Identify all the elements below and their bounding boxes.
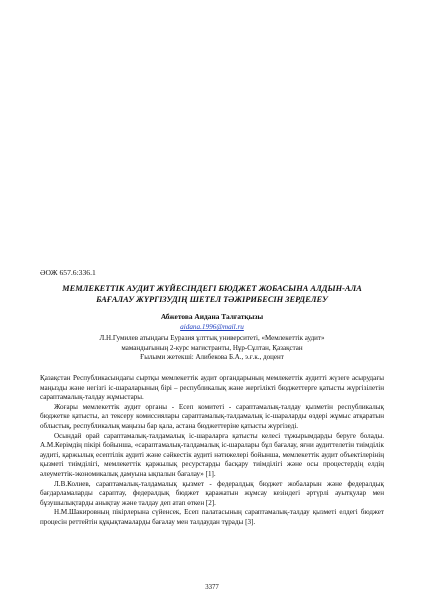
- affiliation-line-1: Л.Н.Гумилев атындағы Еуразия ұлттық университеті, «Мемлекеттік аудит»: [99, 334, 325, 342]
- author-name: Абжетова Аидана Талғатқызы: [160, 312, 264, 321]
- supervisor-line: Ғылыми жетекші: Алибекова Б.А., э.ғ.к., доцент: [140, 353, 284, 362]
- page-number: 3377: [205, 584, 219, 591]
- title-line-2: БАҒАЛАУ ЖҮРГІЗУДІҢ ШЕТЕЛ ТӘЖІРИБЕСІН ЗЕРДЕЛЕУ: [96, 295, 328, 304]
- title-line-1: МЕМЛЕКЕТТІК АУДИТ ЖҮЙЕСІНДЕГІ БЮДЖЕТ ЖОБАСЫНА АЛДЫН-АЛА: [62, 284, 362, 293]
- paragraph-5: Н.М.Шакировның пікірлерына сүйенсек, Есеп палатасының сараптамалық-талдау қызметі елдегі бюджет процесін реттейтін құқықтамаларды бағалау мен талдаудан тұрады [3].: [40, 508, 384, 526]
- paragraph-4: Л.В.Колиев, сараптамалық-талдамалық қызмет - федералдық бюджет жобаларын және федералдық бағдарламаларды сараптау, федералдық бюджет қаражатын жұмсау кезіндегі әртүрлі ауытқулар мен бұзушылықтарды анықтау және талдау деп атап өткен [2].: [40, 479, 384, 507]
- paragraph-2: Жоғары мемлекеттік аудит органы - Есеп комитеті - сараптамалық-талдау қызметін республикалық бюджетке қатысты, ал тексеру комиссиялары сараптамалық-талдамалық іс-шараларды өздері жұмыс атқаратын облыстық, республикалық маңызы бар қала, астана бюджеттеріне қатысты жүргізеді.: [40, 402, 384, 430]
- paragraph-3: Осындай орай сараптамалық-талдамалық іс-шараларға қатысты келесі тұжырымдарды беруге болады. А.М.Керімдің пікірі бойынша, «сараптамалық-талдамалық іс-шаралары бұл бағалау, яғни аудиттелетін тиімділік аудиті, қаржылық есептілік аудиті және сәйкестік аудиті нәтижелері бойынша, мемлекеттік аудит объектілерінің қызметі тиімділігі, мемлекеттік қаржылық ресурстарды басқару тиімділігі және осы процестердің елдің әлеуметтік-экономикалық дамуына ықпалын бағалау» [1].: [40, 431, 384, 478]
- paragraph-1: Қазақстан Республикасындағы сыртқы мемлекеттік аудит органдарының мемлекеттік аудитті жүзеге асырудағы маңызды және негізгі іс-шараларының бірі – республикалық және жергілікті бюджеттерге қатысты жүргізілетін сараптамалық-талдау жұмыстары.: [40, 374, 384, 402]
- author-email-link[interactable]: aidana.1996@mail.ru: [180, 323, 244, 331]
- udc-code: ӘОЖ 657.6:336.1: [40, 268, 96, 277]
- article-body: [40, 374, 384, 528]
- affiliation: [40, 334, 384, 363]
- affiliation-line-2: мамандығының 2-курс магистранты, Нұр-Сұлтан, Қазақстан: [121, 343, 303, 352]
- article-title: [40, 283, 384, 305]
